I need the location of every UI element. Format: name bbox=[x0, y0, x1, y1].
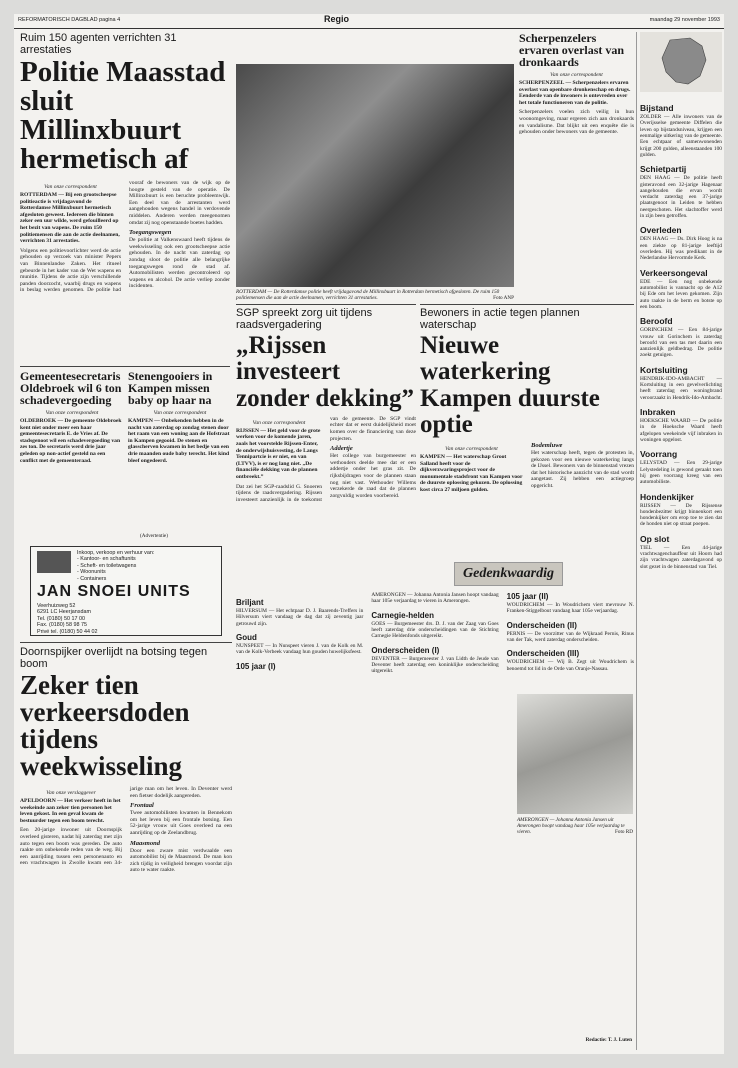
news-sidebar bbox=[640, 32, 722, 1050]
sidebar-item-title: Verkeersongeval bbox=[640, 267, 708, 278]
steno-body: KAMPEN — Onbekenden hebben in de nacht van zaterdag op zondag stenen door het raam van een woning aan de Hofstraat in Kampen gegooid. De stenen en glasscherven kwamen in het bedje van een drie maanden oude baby terecht. Het kind bleef ongedeerd. bbox=[128, 418, 230, 464]
divider bbox=[20, 642, 232, 643]
gedenk-credit: Foto RD bbox=[614, 828, 633, 835]
doorn-subheading: Frontaal bbox=[130, 802, 154, 810]
gemeente-correspondent: Van onze correspondent bbox=[45, 410, 99, 416]
gedenk-item-text: WOUDRICHEM — Wij B. Zegt uit Woudrichem is benoemd tot lid in de Orde van Oranje-Nassau. bbox=[506, 659, 634, 672]
header-left: REFORMATORISCH DAGBLAD pagina 4 bbox=[18, 17, 121, 23]
gedenk-item-title: Onderscheiden (I) bbox=[371, 645, 440, 655]
gedenk-item-title: Onderscheiden (III) bbox=[506, 649, 580, 659]
scherpenzeel-correspondent: Van onze correspondent bbox=[550, 72, 603, 78]
divider bbox=[420, 304, 634, 305]
ad-jan-snoei bbox=[30, 546, 222, 636]
water-lead: KAMPEN — Het waterschap Groot Salland heeft voor de dijkverzwaringsproject voor de monumentale stadsfront van Kampen voor de duurste oplossing gekozen. De oplossing kost circa 27 miljoen gulden. bbox=[420, 454, 523, 493]
ad-address-line: Tel. (0180) 50 17 00 bbox=[37, 615, 85, 622]
sidebar-item-title: Schietpartij bbox=[640, 164, 687, 175]
doorn-body-2: Twee automobilisten kwamen in Bennekom om het leven bij een frontale botsing. Een 52-jarige vrouw uit Goes overleed na een aanrijding op de Zeelandbrug. bbox=[130, 810, 232, 836]
netherlands-map-icon bbox=[640, 32, 722, 92]
main-body: Volgens een politievoorlichter werd de actie gehouden op verzoek van minister Pepers van Binnenlandse Zaken. Het ritueel gebeurde in het kader van de Wet wapens en munitie. Tijdens de actie zijn verschillende panden doorzocht, waarbij drugs en wapens in beslag werden genomen. De politie had vooraf de bewoners van de wijk op de hoogte gesteld van de operatie. De Millinxbuurt is een beruchte probleemwijk. Een deel van de arrestanten werd aangehouden wegens handel in verdovende middelen. Anderen werden meegenomen omdat zij nog openstaande boetes hadden. bbox=[20, 180, 230, 294]
sgp-subheading: Addertje bbox=[330, 445, 353, 453]
newspaper-page bbox=[14, 14, 724, 1054]
gedenk-caption-text: AMERONGEN — Johanna Antonia Jansen uit Amerongen hoopt vandaag haar 105e verjaardag te vieren. bbox=[517, 817, 625, 835]
sidebar-item-text: HOEKSCHE WAARD — De politie in de Hoeksche Waard heeft afgelopen weekeinde vijf inbraken in woningen opgelost. bbox=[640, 418, 722, 443]
doorn-body: Een 20-jarige inwoner uit Doornspijk overleed gisteren, nadat hij zaterdag met zijn auto tegen een boom was gereden. De auto raakte om onbekende reden van de weg. Bij een aanrijding tussen een personenauto en een vrachtwagen in Zwolle kwam een 34-jarige man om het leven. In Deventer werd een fietser dodelijk aangereden. bbox=[20, 786, 232, 867]
doorn-headline: Zeker tien verkeersdoden tijdens weekwisseling bbox=[20, 670, 190, 781]
gedenk-photo-caption bbox=[517, 818, 633, 836]
doorn-correspondent: Van onze verslaggever bbox=[46, 790, 96, 796]
sgp-article bbox=[236, 307, 416, 557]
sidebar-item-text: DEN HAAG — De politie heeft gisteravond een 32-jarige Hagenaar aangehouden die ervan wordt verdacht zaterdag een 37-jarige plaatsgenoot in Leiden te hebben neergeschoten. Het slachtoffer werd in zijn been getroffen. bbox=[640, 175, 722, 220]
gedenk-item-text: GOES — Burgemeester drs. D. J. van der Zaag van Goes heeft zaterdag drie onderscheidingen van de Stichting Carnegie Heldenfonds uitgereikt. bbox=[371, 620, 499, 640]
main-article bbox=[20, 32, 230, 360]
sgp-body-2: Het college van burgemeester en wethouders deelde mee dat er een addertje onder het gras zit. De rijksbijdragen voor de plannen staan nog niet vast. Wethouder Willems verzekerde de raad dat de plannen zorgvuldig worden voorbereid. bbox=[330, 453, 416, 499]
gedenk-item-title: 105 jaar (I) bbox=[236, 661, 276, 671]
ad-address-line: Veerhuizweg 52 bbox=[37, 603, 76, 609]
scherpenzeel-article bbox=[519, 32, 634, 282]
gedenk-item-text: HILVERSUM — Het echtpaar D. J. Baarends-Treffers in Hilversum viert vandaag de dag dat zij zeventig jaar getrouwd zijn. bbox=[236, 608, 364, 627]
gedenk-item-text: DEVENTER — Burgemeester J. van Lidth de Jeude van Deventer heeft zaterdag een koninklijke onderscheiding uitgereikt. bbox=[371, 655, 499, 675]
doorn-article bbox=[20, 646, 232, 1050]
sidebar-divider bbox=[636, 32, 637, 1050]
ad-label: (Advertentie) bbox=[140, 533, 168, 539]
section-title: Regio bbox=[324, 14, 350, 24]
sidebar-item-title: Voorrang bbox=[640, 449, 678, 460]
sidebar-item-title: Kortsluiting bbox=[640, 364, 688, 375]
gedenk-item-text: WOUDRICHEM — In Woudrichem viert mevrouw N. Franken-Stiggelbout vandaag haar 105e verjaardag. bbox=[506, 602, 634, 615]
unit-icon bbox=[37, 551, 71, 573]
gedenk-item-title: 105 jaar (II) bbox=[506, 592, 549, 601]
header-rule bbox=[14, 28, 724, 29]
page-header bbox=[14, 14, 724, 26]
main-headline: Politie Maasstad sluit Millinxbuurt hermetisch af bbox=[20, 56, 226, 175]
gedenk-item-text: AMERONGEN — Johanna Antonia Jansen hoopt vandaag haar 105e verjaardag te vieren in Amerongen. bbox=[371, 592, 499, 605]
gemeente-headline: Gemeentesecretaris Oldebroek wil 6 ton schadevergoeding bbox=[20, 370, 122, 407]
divider bbox=[20, 366, 230, 367]
gedenk-item-text: PERNIS — De voorzitter van de Wijkraad Pernis, Rinus van der Tak, werd zaterdag onderscheiden. bbox=[506, 630, 634, 643]
photo-credit: Foto ANP bbox=[493, 294, 514, 301]
ad-address-line: Privé tel. (0180) 50 44 02 bbox=[37, 628, 98, 635]
amerongen-photo bbox=[517, 694, 633, 814]
ad-address-line: Fax. (0180) 58 98 75 bbox=[37, 622, 88, 629]
gedenk-item-title: Briljant bbox=[236, 598, 264, 607]
scherpenzeel-headline: Scherpenzelers ervaren overlast van dronkaards bbox=[519, 32, 625, 69]
gedenk-item-text: NUNSPEET — In Nunspeet vieren J. van de Kolk en M. van de Kolk-Verbeek vandaag hun gouden huwelijksfeest. bbox=[236, 642, 364, 656]
ad-line: - Woonunits bbox=[77, 569, 106, 576]
divider bbox=[236, 304, 416, 305]
sidebar-item-text: TIEL — Een 44-jarige vrachtwagenchauffeur uit Hoorn had zijn vrachtwagen zaterdagavond op slot gezet in de binnenstad van Tiel. bbox=[640, 544, 722, 570]
scherpenzeel-lead: SCHERPENZEEL — Scherpenzelers ervaren overlast van openbare dronkenschap en drugs. Eenderde van de inwoners is ontevreden over het totale functioneren van de politie. bbox=[519, 80, 631, 106]
sidebar-item-text: EDE — Een nog onbekende automobilist is vannacht op de A12 bij Ede om het leven gekomen. Zijn auto raakte in de berm en botste op een boom. bbox=[640, 278, 722, 310]
sgp-lead: RIJSSEN — Het geld voor de grote werken voor de komende jaren, zoals het voorstelde Rijssen-Enter, de onderwijshuisvesting, de Langs Tennipartcie is er niet, en van (LTVV), is er nog lang niet. „De financiële dekking van de plannen ontbreekt.” bbox=[236, 427, 321, 480]
main-lead: ROTTERDAM — Bij een grootscheepse politieactie is vrijdagavond de Rotterdamse Millinxbuurt hermetisch afgesloten geweest. Iedereen die binnen zeker een uur wilde, werd gefouilleerd op het bezit van wapens. De ruim 150 politiemensen die aan de actie deelnamen, verrichten 31 arrestaties. bbox=[20, 192, 120, 245]
sidebar-item-text: LELYSTAD — Een 29-jarige Lelystedeling is gewond geraakt toen hij geen voorrang kreeg van een automobiliste. bbox=[640, 460, 722, 486]
sidebar-item-title: Beroofd bbox=[640, 316, 673, 327]
doorn-kicker: Doornspijker overlijdt na botsing tegen boom bbox=[20, 646, 208, 670]
sgp-kicker: SGP spreekt zorg uit tijdens raadsvergadering bbox=[236, 307, 373, 331]
scherpenzeel-body: Scherpenzelers voelen zich veilig in hun woonomgeving, maar ergeren zich aan dronkaards en vandalisme. Dat blijkt uit een enquête die is gehouden onder bewoners van de gemeente. bbox=[519, 109, 634, 136]
main-subheading: Toegangswegen bbox=[129, 229, 172, 237]
gedenk-item-title: Onderscheiden (II) bbox=[506, 620, 577, 630]
water-subheading: Bodemluwe bbox=[531, 442, 563, 449]
doorn-body-3: Door een zware mist verdwaalde een automobilist bij de Maasmond. De man kon zich tijdig in veiligheid brengen voordat zijn auto te water raakte. bbox=[130, 847, 232, 874]
sidebar-item-text: HENDRIK-IDO-AMBACHT — Kortsluiting in een gevelverlichting heeft zaterdag een woningbrand veroorzaakt in Hendrik-Ido-Ambacht. bbox=[640, 375, 722, 401]
photo-caption bbox=[236, 290, 514, 302]
water-article bbox=[420, 307, 634, 557]
sidebar-item-text: DEN HAAG — Ds. Dirk Hoog is na een ziekte op 81-jarige leeftijd overleden. Hij was predikant in de Nederlandse Hervormde Kerk. bbox=[640, 236, 722, 262]
doorn-subheading-2: Maasmond bbox=[130, 839, 160, 847]
gedenk-item-title: Goud bbox=[236, 632, 257, 642]
sgp-body: Dat zei het SGP-raadslid G. Snoeren tijdens de raadsvergadering. Rijssen investeert aanzienlijk in de toekomst van de gemeente. De SGP vindt echter dat er eerst duidelijkheid moet komen over de financiering van deze projecten. bbox=[236, 415, 416, 503]
sidebar-item-title: Bijstand bbox=[640, 103, 674, 113]
sidebar-item-text: ZOLDER — Alle inwoners van de Overijsselse gemeente Diffelen die leven op bijstandsniveau, krijgen een eenmalige uitkering van de gemeente. Een echtpaar of samenwonenden krijgt 200 gulden, alleenstaanden 100 gulden. bbox=[640, 114, 722, 158]
ad-address-line: 6291 LC Heerjansdam bbox=[37, 609, 91, 616]
steno-correspondent: Van onze correspondent bbox=[153, 410, 207, 416]
gemeente-article bbox=[20, 370, 124, 510]
steno-headline: Stenengooiers in Kampen missen baby op haar na bbox=[128, 370, 213, 407]
water-body: Het waterschap heeft, tegen de protesten in, gekozen voor een nieuwe waterkering langs de IJssel. Bewoners van de binnenstad vrezen dat het historische aanzicht van de stad wordt aangetast. Zij hebben een actiegroep opgericht. bbox=[531, 450, 634, 489]
sidebar-item-title: Overleden bbox=[640, 225, 682, 236]
gemeente-body: OLDEBROEK — De gemeente Oldebroek kent niet onder meer een haar gemeentesecretaris E. de Vries af. De stadsgenoot wil een schadevergoeding van zes ton. De secretaris werd drie jaar geleden op non-actief gesteld na een conflict met de gemeenteraad. bbox=[20, 418, 122, 464]
sidebar-item-title: Op slot bbox=[640, 533, 670, 544]
water-correspondent: Van onze correspondent bbox=[445, 446, 498, 452]
main-body-2: De politie at Valkenswaard heeft tijdens de weekwisseling ook een grootscheepse actie gehouden. In de nacht van zaterdag op zondag sloot de politie alle belangrijke toegangswegen rond de stad af. Automobilisten werden gecontroleerd op wapens en alcohol. De actie verliep zonder incidenten. bbox=[129, 237, 230, 290]
gedenk-item-title: Carnegie-helden bbox=[371, 610, 435, 620]
doorn-lead: APELDOORN — Het verkeer heeft in het weekeinde aan zeker tien personen het leven gekost. In een geval kwam de bestuurder tegen een boom terecht. bbox=[20, 798, 121, 824]
gedenkwaardig-banner: Gedenkwaardig bbox=[454, 562, 563, 586]
editor-credit: Redactie: T. J. Luten bbox=[585, 1037, 632, 1043]
sidebar-item-text: GORINCHEM — Een 84-jarige vrouw uit Gorinchem is zaterdag beroofd van een tas met daarin een aanzienlijk geldbedrag. De politie zoekt getuigen. bbox=[640, 327, 722, 359]
sidebar-item-title: Hondenkijker bbox=[640, 491, 694, 502]
steno-article bbox=[128, 370, 232, 510]
ad-line: - Scheft- en toiletwagens bbox=[77, 562, 137, 569]
sidebar-item-title: Inbraken bbox=[640, 407, 676, 417]
sgp-correspondent: Van onze correspondent bbox=[252, 419, 306, 426]
water-kicker: Bewoners in actie tegen plannen waterschap bbox=[420, 307, 580, 331]
main-correspondent: Van onze correspondent bbox=[44, 184, 97, 190]
ad-line: Inkoop, verkoop en verhuur van: bbox=[77, 550, 155, 556]
ad-line: - Kantoor- en schaftunits bbox=[77, 556, 136, 563]
main-kicker: Ruim 150 agenten verrichten 31 arrestaties bbox=[20, 32, 177, 56]
ad-line: - Containers bbox=[77, 575, 107, 582]
police-photo bbox=[236, 64, 514, 287]
photo-caption-text: ROTTERDAM — De Rotterdamse politie heeft vrijdagavond de Millinxbuurt in Rotterdam hermetisch afgesloten. De ruim 150 politiemensen die aan de actie deelnamen, verrichten 31 arrestaties. bbox=[236, 289, 500, 301]
sidebar-item-text: RIJSSEN — De Rijssense hondenbezitter krijgt binnenkort een hondenkijker om erop toe te zien dat de honden niet op straat poepen. bbox=[640, 502, 722, 528]
ad-brand: JAN SNOEI UNITS bbox=[37, 583, 191, 600]
water-headline: Nieuwe waterkering Kampen duurste optie bbox=[420, 332, 600, 438]
sgp-headline: „Rijssen investeert zonder dekking” bbox=[236, 332, 415, 412]
header-date: maandag 29 november 1993 bbox=[649, 17, 720, 23]
